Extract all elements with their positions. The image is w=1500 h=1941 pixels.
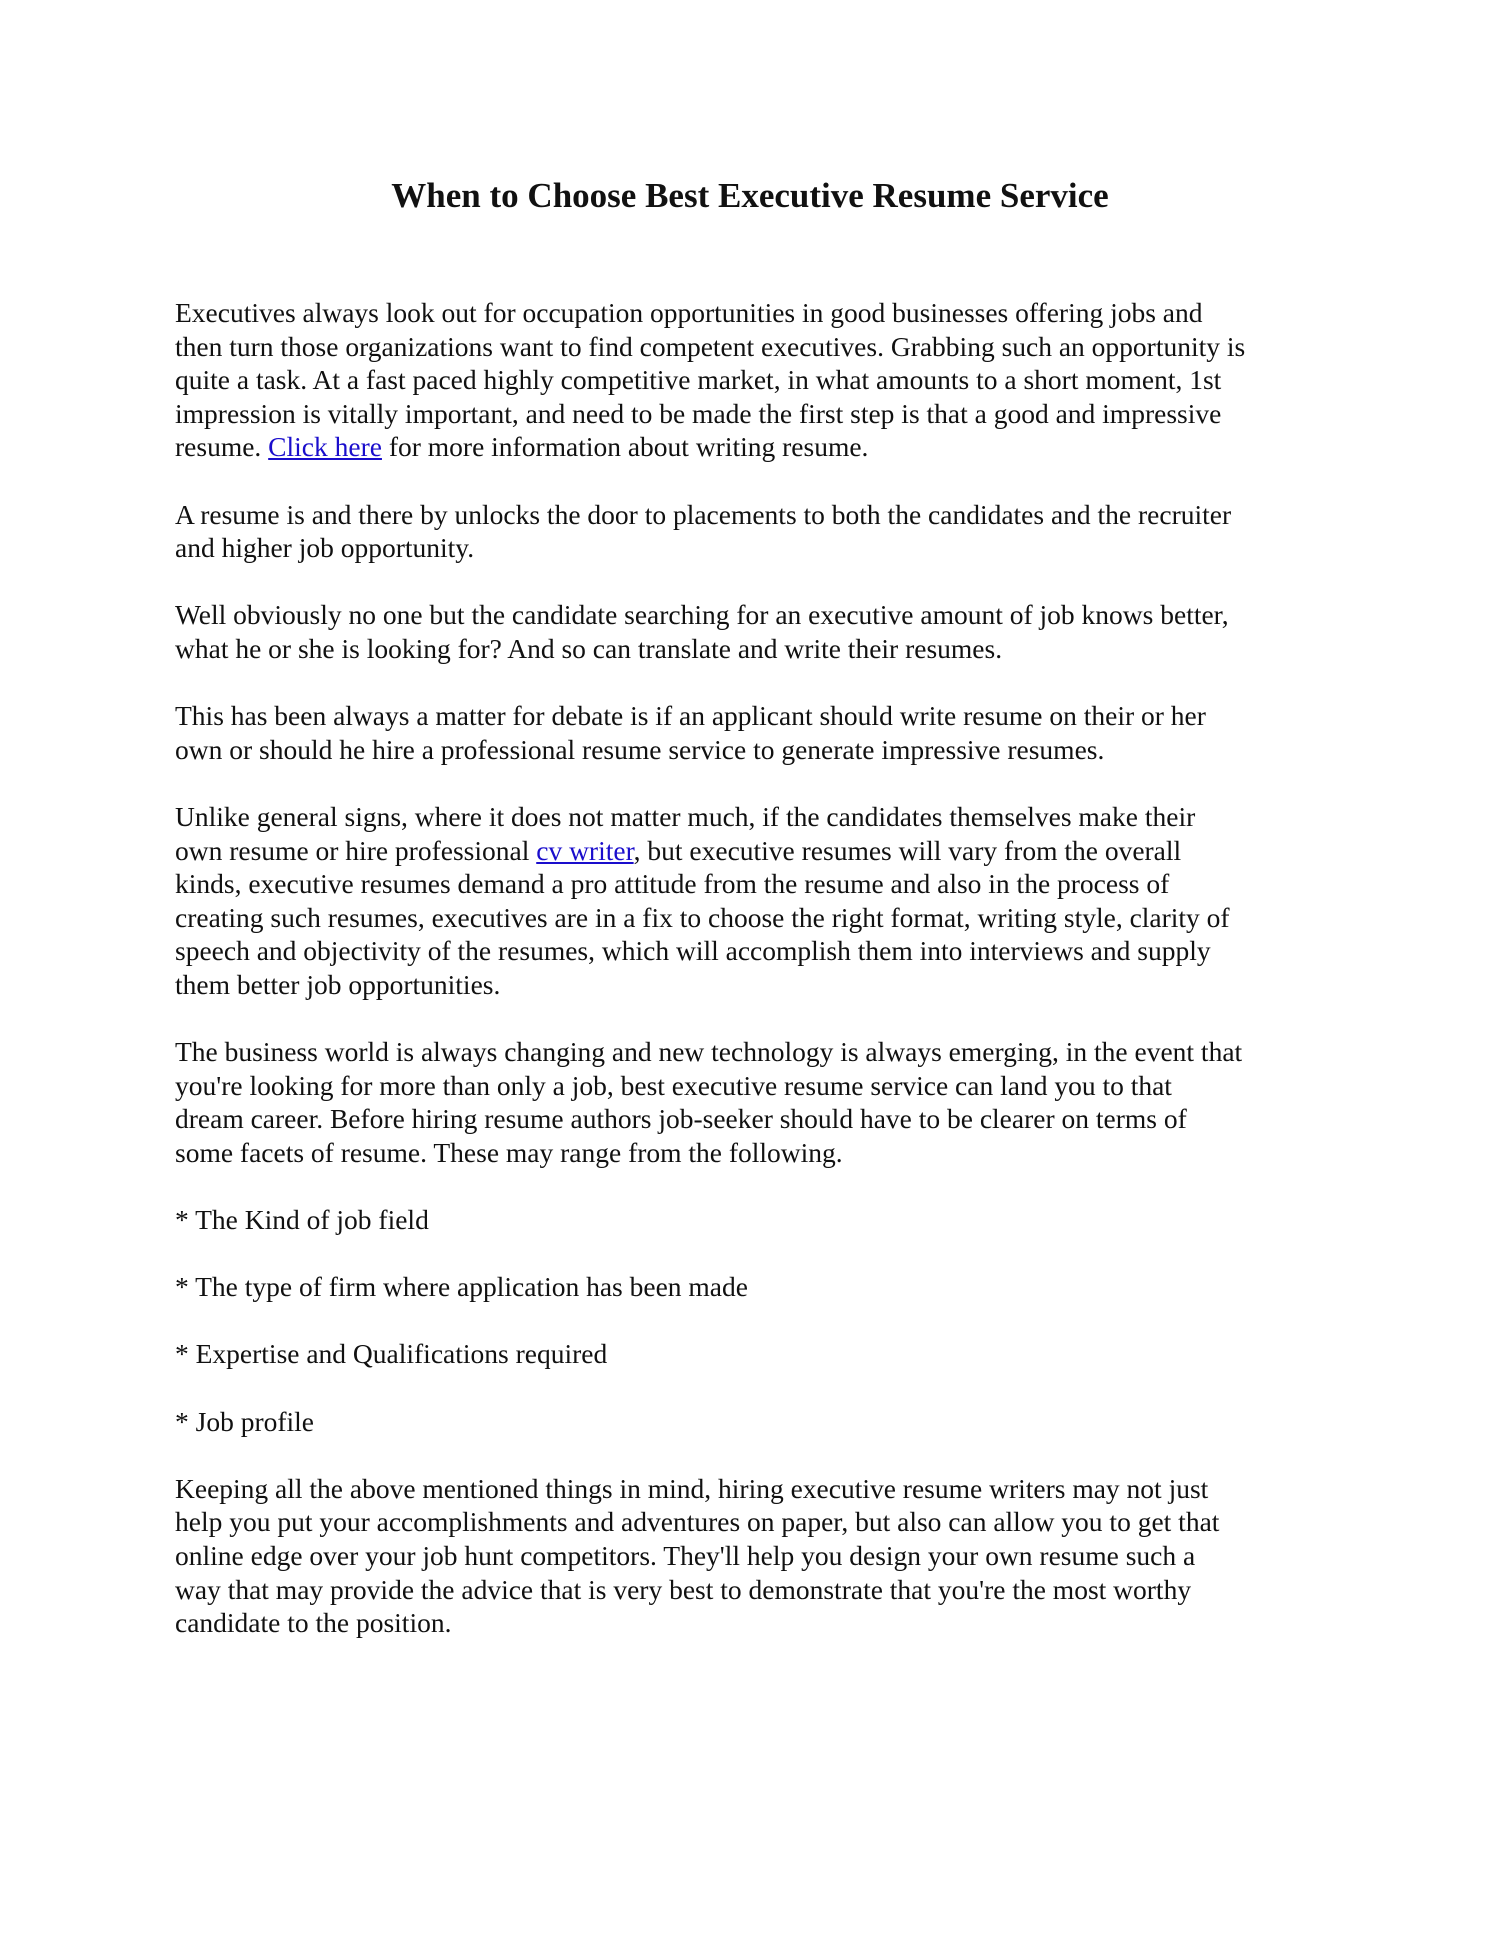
text-line: them better job opportunities. (175, 968, 501, 1000)
document-body (175, 296, 1335, 1673)
text-line: speech and objectivity of the resumes, which will accomplish them into interviews and supply (175, 935, 1211, 967)
text-line: dream career. Before hiring resume authors job-seeker should have to be clearer on terms of (175, 1103, 1187, 1135)
text-segment: for more information about writing resume. (381, 431, 869, 463)
bullet-item: * Job profile (175, 1405, 315, 1437)
text-segment: , but executive resumes will vary from the overall (633, 834, 1182, 866)
paragraph (175, 498, 1335, 565)
text-line: own or should he hire a professional resume service to generate impressive resumes. (175, 733, 1105, 765)
text-line: way that may provide the advice that is very best to demonstrate that you're the most worthy (175, 1573, 1192, 1605)
paragraph (175, 699, 1335, 766)
text-line: online edge over your job hunt competitors. They'll help you design your own resume such a (175, 1539, 1196, 1571)
bullet-item: * The type of firm where application has been made (175, 1271, 748, 1303)
text-line: help you put your accomplishments and adventures on paper, but also can allow you to get that (175, 1506, 1220, 1538)
bullet-item: * Expertise and Qualifications required (175, 1338, 608, 1370)
text-line: you're looking for more than only a job, best executive resume service can land you to that (175, 1069, 1172, 1101)
text-line: candidate to the position. (175, 1607, 452, 1639)
text-line (175, 834, 1335, 868)
text-line: creating such resumes, executives are in a fix to choose the right format, writing style, clarity of (175, 901, 1230, 933)
paragraph-conclusion (175, 1472, 1335, 1640)
paragraph (175, 598, 1335, 665)
text-line: some facets of resume. These may range from the following. (175, 1136, 843, 1168)
text-line: Unlike general signs, where it does not matter much, if the candidates themselves make their (175, 800, 1196, 832)
text-line: Executives always look out for occupation opportunities in good businesses offering jobs and (175, 297, 1203, 328)
bullet-item: * The Kind of job field (175, 1204, 429, 1236)
text-line: impression is vitally important, and need to be made the first step is that a good and impressive (175, 397, 1222, 429)
text-line: This has been always a matter for debate is if an applicant should write resume on their or her (175, 700, 1206, 732)
text-line: The business world is always changing and new technology is always emerging, in the event that (175, 1036, 1243, 1068)
text-line (175, 430, 1335, 464)
page-title: When to Choose Best Executive Resume Service (391, 176, 1109, 215)
text-line: and higher job opportunity. (175, 532, 475, 564)
paragraph-intro (175, 296, 1335, 464)
text-segment: own resume or hire professional (175, 834, 537, 866)
text-line: then turn those organizations want to find competent executives. Grabbing such an opportunity is (175, 330, 1246, 362)
paragraph (175, 800, 1335, 1002)
text-line: A resume is and there by unlocks the door to placements to both the candidates and the recruiter (175, 498, 1232, 530)
text-segment: resume. (175, 431, 269, 463)
text-line: quite a task. At a fast paced highly competitive market, in what amounts to a short moment, 1st (175, 364, 1222, 396)
click-here-link[interactable]: Click here (268, 431, 382, 463)
paragraph (175, 1035, 1335, 1169)
text-line: kinds, executive resumes demand a pro attitude from the resume and also in the process of (175, 868, 1170, 900)
text-line: Well obviously no one but the candidate searching for an executive amount of job knows better, (175, 599, 1229, 631)
text-line: Keeping all the above mentioned things in mind, hiring executive resume writers may not just (175, 1472, 1209, 1504)
text-line: what he or she is looking for? And so can translate and write their resumes. (175, 632, 1003, 664)
cv-writer-link[interactable]: cv writer (536, 834, 634, 866)
